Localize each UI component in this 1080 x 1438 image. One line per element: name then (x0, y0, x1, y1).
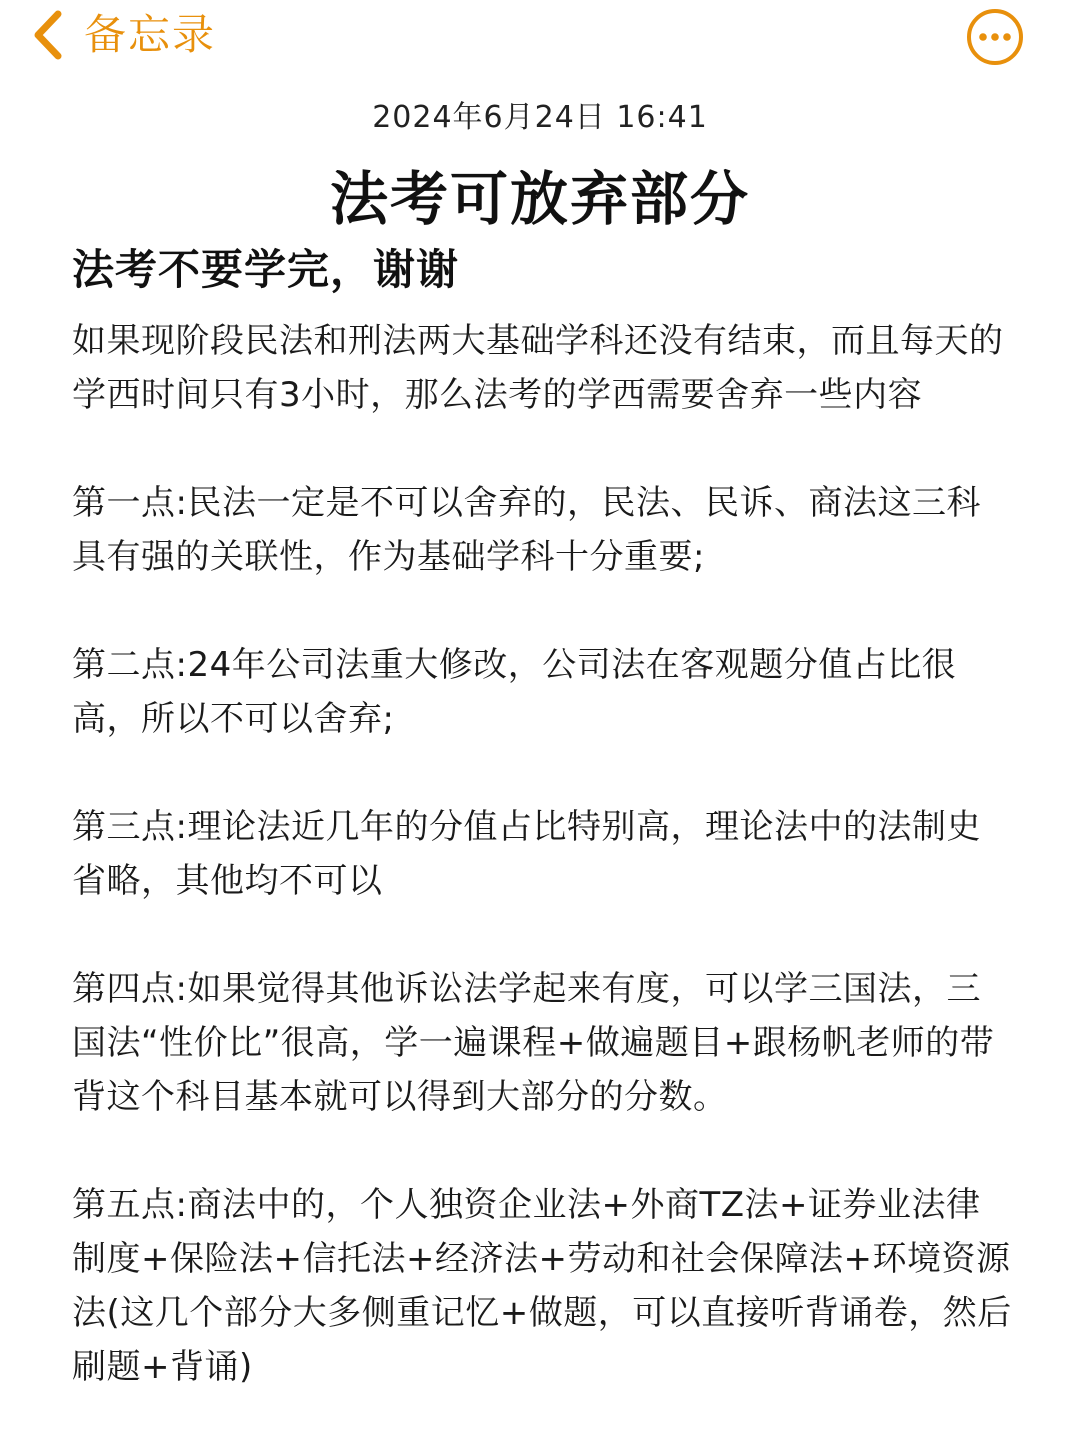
back-label: 备忘录 (84, 10, 217, 59)
point-5: 第五点:商法中的，个人独资企业法+外商TZ法+证券业法律制度+保险法+信托法+经济法+劳动和社会保障法+环境资源法(这几个部分大多侧重记忆+做题，可以直接听背诵卷，然后刷题+背诵) (72, 1185, 1012, 1387)
note-title[interactable]: 法考可放弃部分 (329, 165, 750, 233)
note-subtitle: 法考不要学完，谢谢 (72, 245, 460, 294)
back-button[interactable] (30, 6, 216, 64)
ellipsis-circle-icon (966, 8, 1024, 66)
point-2: 第二点:24年公司法重大修改，公司法在客观题分值占比很高，所以不可以舍弃; (72, 645, 957, 739)
point-4: 第四点:如果觉得其他诉讼法学起来有度，可以学三国法，三国法“性价比”很高，学一遍课程+做遍题目+跟杨帆老师的带背这个科目基本就可以得到大部分的分数。 (72, 969, 995, 1117)
point-3: 第三点:理论法近几年的分值占比特别高，理论法中的法制史省略，其他均不可以 (72, 807, 981, 901)
point-1: 第一点:民法一定是不可以舍弃的，民法、民诉、商法这三科具有强的关联性，作为基础学科十分重要; (72, 483, 981, 577)
more-options-button[interactable] (966, 8, 1024, 66)
intro-paragraph: 如果现阶段民法和刑法两大基础学科还没有结束，而且每天的学西时间只有3小时，那么法考的学西需要舍弃一些内容 (72, 321, 1004, 415)
navigation-bar (0, 0, 1080, 72)
note-body[interactable] (72, 240, 1012, 1394)
chevron-left-icon (30, 8, 64, 62)
note-date: 2024年6月24日 16:41 (372, 100, 708, 135)
